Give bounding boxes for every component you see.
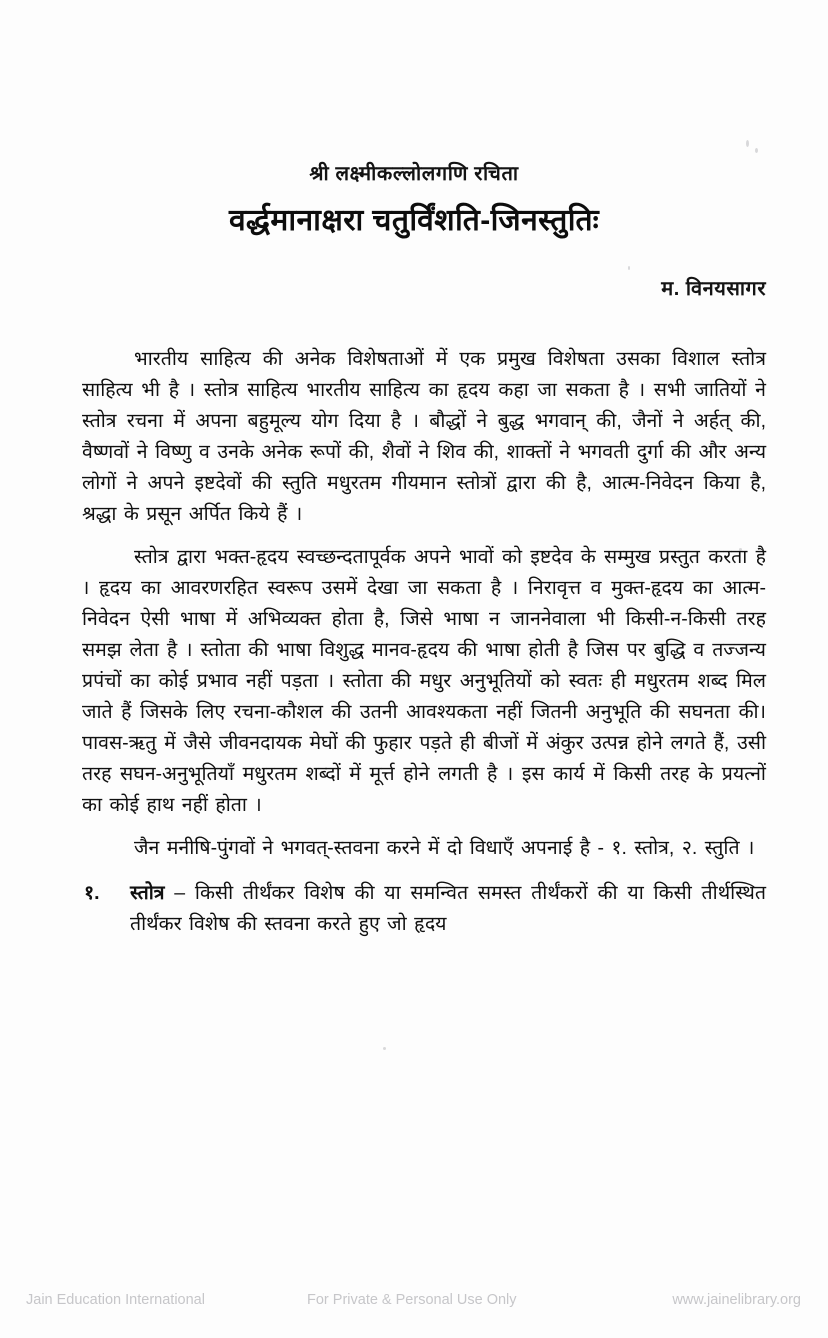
scan-speck: [755, 148, 758, 153]
list-item: [82, 878, 766, 940]
title-block: [0, 162, 828, 240]
paragraph: भारतीय साहित्य की अनेक विशेषताओं में एक प्रमुख विशेषता उसका विशाल स्तोत्र साहित्य भी है । स्तोत्र साहित्य भारतीय साहित्य का हृदय कहा जा सकता है । सभी जातियों ने स्तोत्र रचना में अपना बहुमूल्य योग दिया है । बौद्धों ने बुद्ध भगवान् की, जैनों ने अर्हत् की, वैष्णवों ने विष्णु व उनके अनेक रूपों की, शैवों ने शिव की, शाक्तों ने भगवती दुर्गा की और अन्य लोगों ने अपने इष्टदेवों की स्तुति मधुरतम गीयमान स्तोत्रों द्वारा की है, आत्म-निवेदन किया है, श्रद्धा के प्रसून अर्पित किये हैं ।: [82, 348, 766, 525]
body-text-column: [82, 344, 766, 940]
footer-usage-notice: For Private & Personal Use Only: [307, 1292, 517, 1308]
scan-speck: [383, 1047, 386, 1050]
list-item-number: १.: [84, 882, 100, 904]
scan-speck: [746, 140, 749, 147]
author-byline: म. विनयसागर: [661, 278, 766, 300]
footer-website-url[interactable]: www.jainelibrary.org: [672, 1292, 801, 1308]
paragraph: जैन मनीषि-पुंगवों ने भगवत्-स्तवना करने में दो विधाएँ अपनाई है - १. स्तोत्र, २. स्तुति ।: [134, 837, 755, 859]
page-title: वर्द्धमानाक्षरा चतुर्विंशति-जिनस्तुतिः: [228, 204, 600, 237]
scan-speck: [628, 266, 630, 270]
paragraph: स्तोत्र द्वारा भक्त-हृदय स्वच्छन्दतापूर्वक अपने भावों को इष्टदेव के सम्मुख प्रस्तुत करता है । हृदय का आवरणरहित स्वरूप उसमें देखा जा सकता है । निरावृत्त व मुक्त-हृदय का आत्म-निवेदन ऐसी भाषा में अभिव्यक्त होता है, जिसे भाषा न जाननेवाला भी किसी-न-किसी तरह समझ लेता है । स्तोता की भाषा विशुद्ध मानव-हृदय की भाषा होती है जिस पर बुद्धि व तज्जन्य प्रपंचों का कोई प्रभाव नहीं पड़ता । स्तोता की मधुर अनुभूतियों को स्वतः ही मधुरतम शब्द मिल जाते हैं जिसके लिए रचना-कौशल की उतनी आवश्यकता नहीं जितनी अनुभूति की सघनता की। पावस-ऋतु में जैसे जीवनदायक मेघों की फुहार पड़ते ही बीजों में अंकुर उत्पन्न होने लगते हैं, उसी तरह सघन-अनुभूतियाँ मधुरतम शब्दों में मूर्त्त होने लगती है । इस कार्य में किसी तरह के प्रयत्नों का कोई हाथ नहीं होता ।: [82, 546, 767, 816]
footer-organization: Jain Education International: [26, 1292, 205, 1308]
list-item-text: – किसी तीर्थंकर विशेष की या समन्वित समस्त तीर्थंकरों की या किसी तीर्थस्थित तीर्थंकर विशेष की स्तवना करते हुए जो हृदय: [130, 882, 766, 935]
composer-attribution: श्री लक्ष्मीकल्लोलगणि रचिता: [309, 163, 519, 185]
page-footer: [0, 1292, 828, 1314]
list-item-term: स्तोत्र: [130, 882, 165, 904]
